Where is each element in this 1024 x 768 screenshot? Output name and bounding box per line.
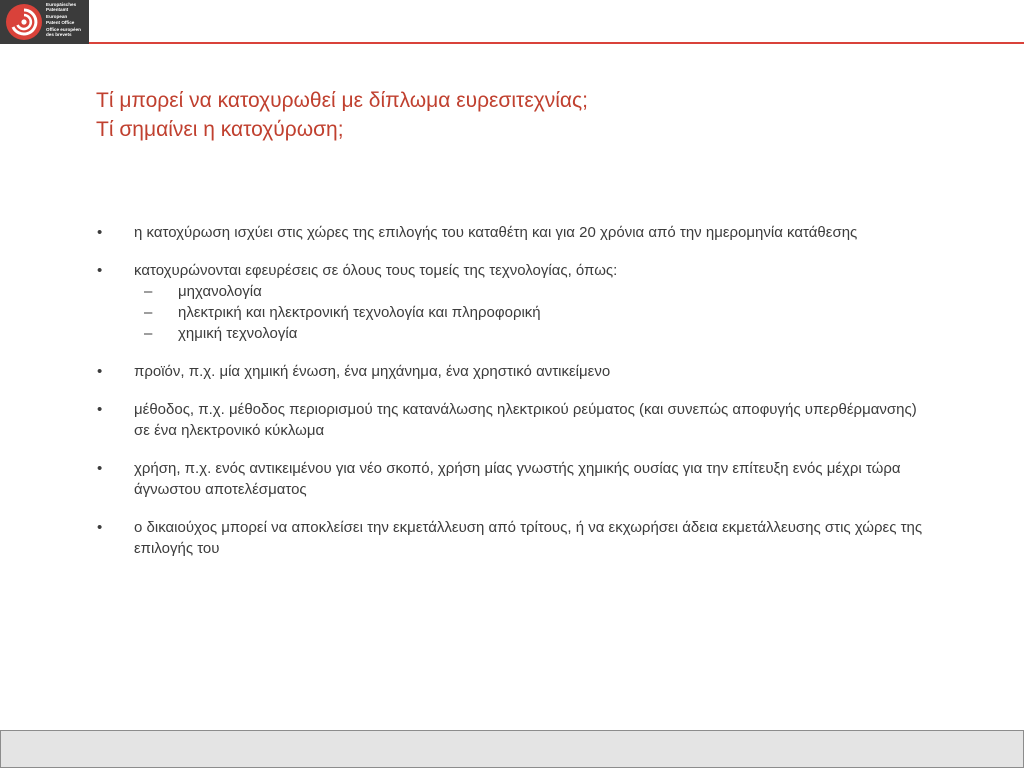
- title-line-2: Τί σημαίνει η κατοχύρωση;: [96, 118, 344, 141]
- footer-bar: [0, 730, 1024, 768]
- list-item: [96, 458, 936, 500]
- list-item-text: προϊόν, π.χ. μία χημική ένωση, ένα μηχάνημα, ένα χρηστικό αντικείμενο: [134, 363, 611, 380]
- bullet-marker: •: [97, 519, 103, 536]
- list-item-text: χρήση, π.χ. ενός αντικειμένου για νέο σκοπό, χρήση μίας γνωστής χημικής ουσίας για την επίτευξη ενός μέχρι τώρα άγνωστου αποτελέσματος: [134, 460, 901, 498]
- epo-logo: [0, 0, 89, 44]
- list-item-text: κατοχυρώνονται εφευρέσεις σε όλους τους τομείς της τεχνολογίας, όπως:: [134, 262, 618, 279]
- list-item: [96, 361, 936, 382]
- bullet-marker: •: [97, 460, 103, 477]
- sub-item-text: μηχανολογία: [178, 283, 262, 300]
- list-item: [96, 399, 936, 441]
- logo-line: Patentamt: [46, 7, 69, 13]
- bullet-marker: •: [97, 262, 103, 279]
- sub-list-item: [96, 323, 936, 344]
- list-item-text: η κατοχύρωση ισχύει στις χώρες της επιλογής του καταθέτη και για 20 χρόνια από την ημερομηνία κατάθεσης: [134, 224, 858, 241]
- header-divider: [89, 42, 1024, 44]
- epo-spiral-icon: [5, 3, 43, 41]
- dash-marker: –: [144, 325, 153, 342]
- logo-wordmark: [46, 2, 88, 37]
- sub-item-text: ηλεκτρική και ηλεκτρονική τεχνολογία και πληροφορική: [178, 304, 541, 321]
- title-line-1: Τί μπορεί να κατοχυρωθεί με δίπλωμα ευρεσιτεχνίας;: [96, 89, 588, 112]
- bullet-marker: •: [97, 224, 103, 241]
- logo-line: Patent Office: [46, 19, 75, 25]
- dash-marker: –: [144, 283, 153, 300]
- list-item: [96, 260, 936, 281]
- logo-line: Office européen: [46, 26, 81, 32]
- bullet-marker: •: [97, 363, 103, 380]
- slide-title: [96, 86, 976, 144]
- sub-list-item: [96, 302, 936, 323]
- list-item-text: ο δικαιούχος μπορεί να αποκλείσει την εκμετάλλευση από τρίτους, ή να εκχωρήσει άδεια εκμετάλλευσης στις χώρες της επιλογής του: [134, 519, 923, 557]
- list-item-text: μέθοδος, π.χ. μέθοδος περιορισμού της κατανάλωσης ηλεκτρικού ρεύματος (και συνεπώς αποφυγής υπερθέρμανσης) σε ένα ηλεκτρονικό κύκλωμα: [134, 401, 917, 439]
- dash-marker: –: [144, 304, 153, 321]
- sub-list-item: [96, 281, 936, 302]
- logo-line: European: [46, 14, 68, 20]
- list-item: [96, 222, 936, 243]
- bullet-list: [96, 222, 936, 559]
- logo-line: des brevets: [46, 32, 72, 38]
- sub-item-text: χημική τεχνολογία: [178, 325, 298, 342]
- bullet-marker: •: [97, 401, 103, 418]
- list-item: [96, 517, 936, 559]
- logo-line: Europäisches: [46, 2, 77, 7]
